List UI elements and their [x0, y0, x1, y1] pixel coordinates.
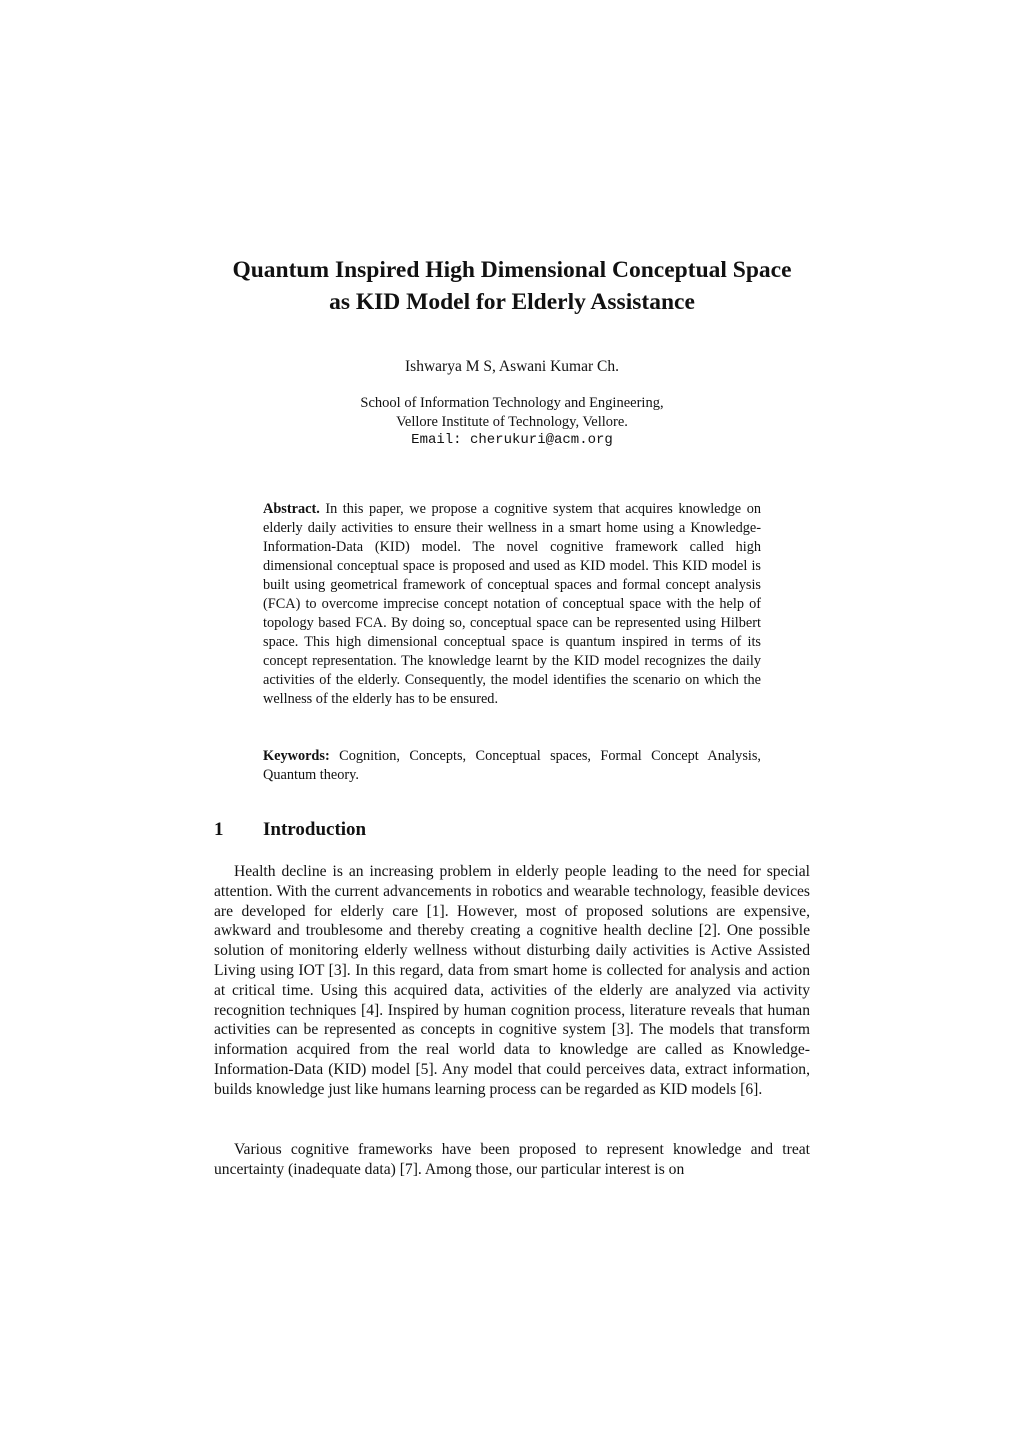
abstract: [263, 500, 761, 709]
author-list: Ishwarya M S, Aswani Kumar Ch.: [405, 358, 619, 375]
section-title: Introduction: [263, 819, 367, 840]
body-paragraph: Health decline is an increasing problem in elderly people leading to the need for special attention. With the current advancements in robotics and wearable technology, feasible devices are developed for elderly care [1]. However, most of proposed solutions are expensive, awkward and troublesome and thereby creating a cognitive health decline [2]. One possible solution of monitoring elderly wellness without disturbing daily activities is Active Assisted Living using IOT [3]. In this regard, data from smart home is collected for analysis and action at critical time. Using this acquired data, activities of the elderly are analyzed via activity recognition techniques [4]. Inspired by human cognition process, literature reveals that human activities can be represented as concepts in cognitive system [3]. The models that transform information acquired from the real world data to knowledge are called as Knowledge-Information-Data (KID) model [5]. Any model that could perceives data, extract information, builds knowledge just like humans learning process can be regarded as KID models [6].: [214, 863, 810, 1098]
keywords: [263, 747, 761, 785]
affiliation-institute: Vellore Institute of Technology, Vellore.: [396, 413, 628, 430]
abstract-label: Abstract.: [263, 501, 320, 517]
section-heading-introduction: [214, 817, 366, 843]
keywords-text: Cognition, Concepts, Conceptual spaces, Formal Concept Analysis, Quantum theory.: [263, 748, 762, 783]
affiliation-school: School of Information Technology and Engineering,: [360, 395, 664, 411]
keywords-label: Keywords:: [263, 748, 330, 764]
affiliation-block: [150, 394, 874, 450]
paper-title: [150, 254, 874, 318]
author-email: Email: cherukuri@acm.org: [411, 432, 613, 448]
body-paragraph: Various cognitive frameworks have been proposed to represent knowledge and treat uncertainty (inadequate data) [7]. Among those, our particular interest is on: [214, 1141, 810, 1178]
abstract-text: In this paper, we propose a cognitive system that acquires knowledge on elderly daily activities to ensure their wellness in a smart home using a Knowledge-Information-Data (KID) model. The novel cognitive framework called high dimensional conceptual space is proposed and used as KID model. This KID model is built using geometrical framework of conceptual spaces and formal concept analysis (FCA) to overcome imprecise concept notation of conceptual space with the help of topology based FCA. By doing so, conceptual space can be represented using Hilbert space. This high dimensional conceptual space is quantum inspired in terms of its concept representation. The knowledge learnt by the KID model recognizes the daily activities of the elderly. Consequently, the model identifies the scenario on which the wellness of the elderly has to be ensured.: [263, 501, 761, 707]
title-line-1: Quantum Inspired High Dimensional Conceptual Space: [232, 257, 792, 283]
section-number: 1: [214, 819, 224, 840]
title-line-2: as KID Model for Elderly Assistance: [329, 289, 695, 315]
